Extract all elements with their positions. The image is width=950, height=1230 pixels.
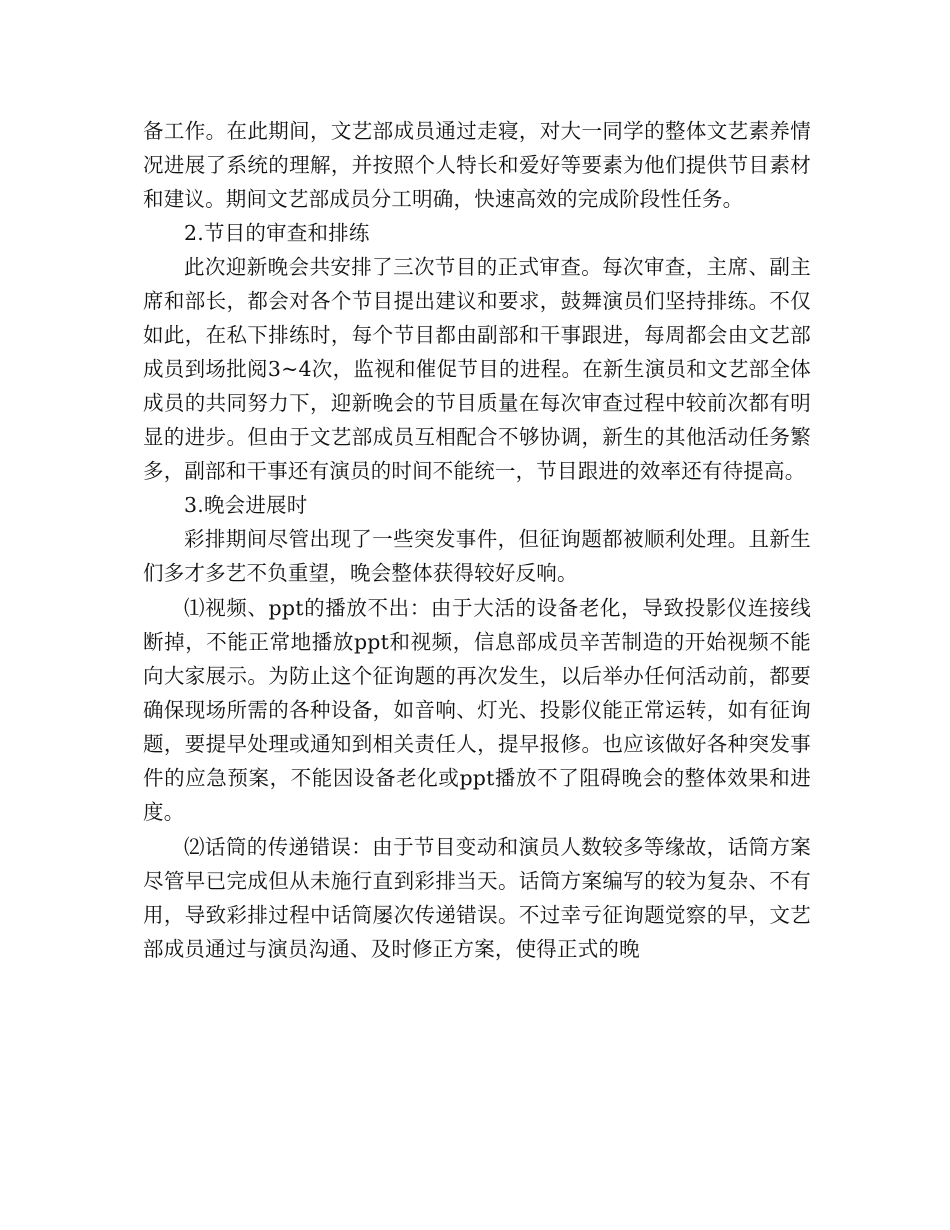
paragraph-microphone-issue: ⑵话筒的传递错误：由于节目变动和演员人数较多等缘故，话筒方案尽管早已完成但从未施行直到彩排当天。话筒方案编写的较为复杂、不有用，导致彩排过程中话筒屡次传递错误。不过幸亏征询题觉察的早，文艺部成员通过与演员沟通、及时修正方案，使得正式的晚 [143,835,811,961]
paragraph-preparation: 备工作。在此期间，文艺部成员通过走寝，对大一同学的整体文艺素养情况进展了系统的理解，并按照个人特长和爱好等要素为他们提供节目素材和建议。期间文艺部成员分工明确，快速高效的完成阶段性任务。 [143,119,811,211]
paragraph-review-rehearsal: 此次迎新晚会共安排了三次节目的正式审查。每次审查，主席、副主席和部长，都会对各个节目提出建议和要求，鼓舞演员们坚持排练。不仅如此，在私下排练时，每个节目都由副部和干事跟进，每周都会由文艺部成员到场批阅3~4次，监视和催促节目的进程。在新生演员和文艺部全体成员的共同努力下，迎新晚会的节目质量在每次审查过程中较前次都有明显的进步。但由于文艺部成员互相配合不够协调，新生的其他活动任务繁多，副部和干事还有演员的时间不能统一，节目跟进的效率还有待提高。 [143,255,811,483]
heading-review-rehearsal: 2.节目的审查和排练 [184,221,370,245]
paragraph-video-ppt-issue: ⑴视频、ppt的播放不出：由于大活的设备老化，导致投影仪连接线断掉，不能正常地播放ppt和视频，信息部成员辛苦制造的开始视频不能向大家展示。为防止这个征询题的再次发生，以后举办任何活动前，都要确保现场所需的各种设备，如音响、灯光、投影仪能正常运转，如有征询题，要提早处理或通知到相关责任人，提早报修。也应该做好各种突发事件的应急预案，不能因设备老化或ppt播放不了阻碍晚会的整体效果和进度。 [143,596,811,824]
paragraph-gala-progress: 彩排期间尽管出现了一些突发事件，但征询题都被顺利处理。且新生们多才多艺不负重望，晚会整体获得较好反响。 [143,527,811,585]
heading-gala-progress: 3.晚会进展时 [184,493,308,517]
document-page [143,114,811,966]
